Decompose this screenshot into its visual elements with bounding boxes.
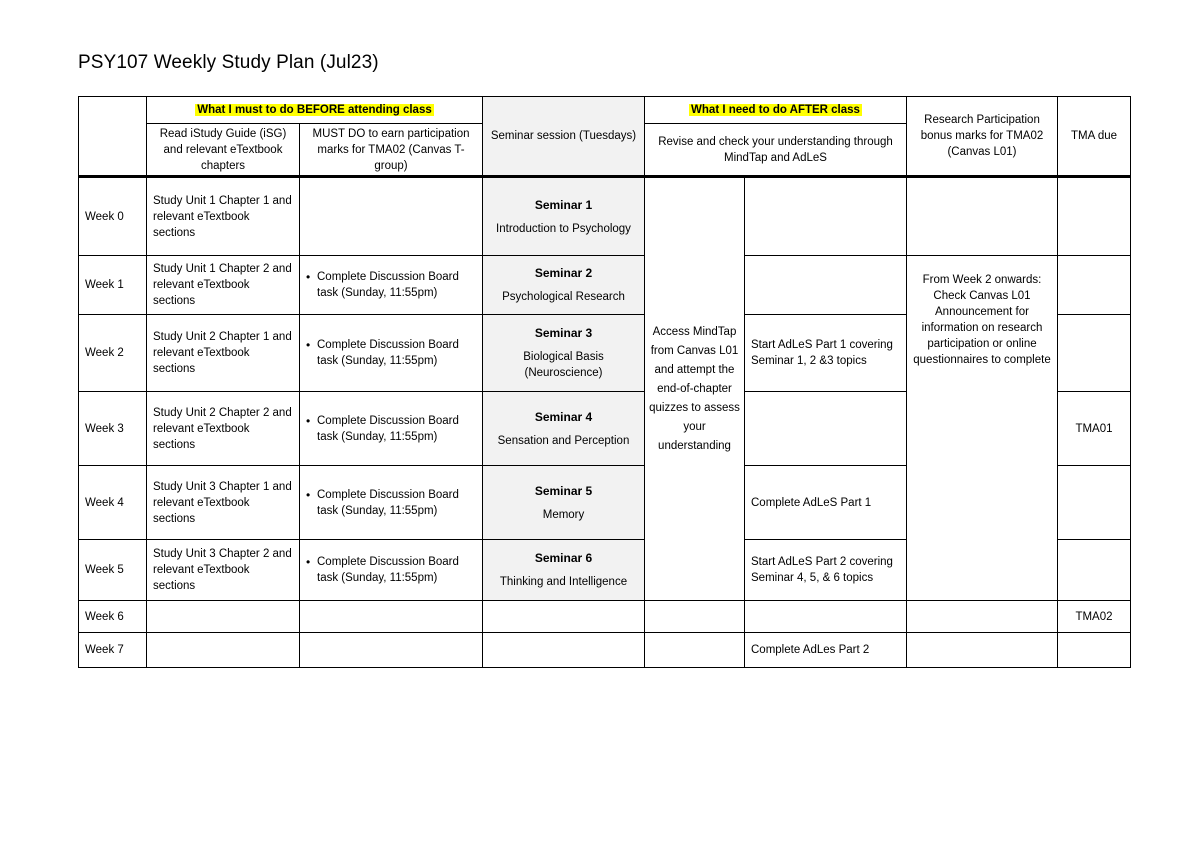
- tma-cell: TMA01: [1058, 392, 1131, 466]
- seminar-title: Seminar 4: [534, 409, 593, 424]
- seminar-cell: [483, 540, 645, 601]
- task-bullet: [306, 337, 476, 369]
- seminar-topic: Biological Basis (Neuroscience): [523, 351, 604, 379]
- task-cell: [300, 315, 483, 392]
- bullet-icon: •: [306, 413, 311, 428]
- research-cell: [907, 633, 1058, 668]
- tma-cell: [1058, 315, 1131, 392]
- reading-cell: Study Unit 1 Chapter 1 and relevant eTextbook sections: [147, 177, 300, 256]
- research-cell: [907, 601, 1058, 633]
- task-text: Complete Discussion Board task (Sunday, 11:55pm): [317, 488, 459, 517]
- research-note-cell: [907, 256, 1058, 601]
- tma-cell: [1058, 177, 1131, 256]
- adles-cell: Start AdLeS Part 2 covering Seminar 4, 5, & 6 topics: [745, 540, 907, 601]
- header-row-1: [79, 97, 1131, 124]
- week-label: Week 0: [79, 177, 147, 256]
- seminar-topic: Introduction to Psychology: [496, 222, 631, 235]
- adles-cell: [745, 601, 907, 633]
- bullet-icon: •: [306, 338, 311, 352]
- task-cell: [300, 177, 483, 256]
- reading-cell: Study Unit 2 Chapter 2 and relevant eTextbook sections: [147, 392, 300, 466]
- research-cell: [907, 177, 1058, 256]
- bullet-icon: •: [306, 555, 311, 569]
- adles-cell: Complete AdLeS Part 1: [745, 466, 907, 540]
- seminar-cell: [483, 392, 645, 466]
- task-cell: [300, 633, 483, 668]
- week-label: Week 5: [79, 540, 147, 601]
- task-text: Complete Discussion Board task (Sunday, 11:55pm): [317, 414, 459, 443]
- adles-cell: Complete AdLes Part 2: [745, 633, 907, 668]
- bullet-icon: •: [306, 270, 311, 284]
- header-tma-due: TMA due: [1058, 97, 1131, 177]
- header-seminar-session: Seminar session (Tuesdays): [483, 97, 645, 177]
- research-note: From Week 2 onwards: Check Canvas L01 Announcement for information on research participation or online questionnaires to complete: [913, 274, 1051, 366]
- tma-cell: [1058, 633, 1131, 668]
- tma-cell: [1058, 540, 1131, 601]
- adles-cell: [745, 177, 907, 256]
- seminar-cell: [483, 633, 645, 668]
- seminar-title: Seminar 2: [534, 266, 593, 280]
- seminar-cell: [483, 466, 645, 540]
- task-bullet: [306, 269, 476, 301]
- seminar-title: Seminar 1: [534, 197, 593, 212]
- task-bullet: [306, 413, 476, 445]
- tma-cell: [1058, 256, 1131, 315]
- table-row-week-0: [79, 177, 1131, 256]
- mindtap-cell: [645, 601, 745, 633]
- tma-cell: TMA02: [1058, 601, 1131, 633]
- task-cell: [300, 601, 483, 633]
- header-before-class: [147, 97, 483, 124]
- reading-cell: Study Unit 1 Chapter 2 and relevant eTextbook sections: [147, 256, 300, 315]
- seminar-topic: Psychological Research: [502, 291, 625, 303]
- before-class-label: What I must to do BEFORE attending class: [197, 104, 432, 116]
- after-class-label: What I need to do AFTER class: [691, 104, 860, 116]
- task-cell: [300, 540, 483, 601]
- table-row-week-1: [79, 256, 1131, 315]
- header-read-isg: Read iStudy Guide (iSG) and relevant eTextbook chapters: [147, 124, 300, 177]
- task-cell: [300, 392, 483, 466]
- reading-cell: [147, 633, 300, 668]
- task-bullet: [306, 554, 476, 586]
- seminar-cell: [483, 315, 645, 392]
- study-plan-table: [78, 96, 1131, 668]
- week-label: Week 6: [79, 601, 147, 633]
- mindtap-cell: [645, 633, 745, 668]
- header-must-do: MUST DO to earn participation marks for TMA02 (Canvas T-group): [300, 124, 483, 177]
- bullet-icon: •: [306, 487, 311, 502]
- task-bullet: [306, 487, 476, 519]
- adles-cell: Start AdLeS Part 1 covering Seminar 1, 2 &3 topics: [745, 315, 907, 392]
- tma-cell: [1058, 466, 1131, 540]
- task-cell: [300, 466, 483, 540]
- reading-cell: Study Unit 3 Chapter 2 and relevant eTextbook sections: [147, 540, 300, 601]
- seminar-title: Seminar 5: [534, 483, 593, 498]
- header-research-participation: Research Participation bonus marks for TMA02 (Canvas L01): [907, 97, 1058, 177]
- week-label: Week 2: [79, 315, 147, 392]
- seminar-cell: [483, 177, 645, 256]
- table-row-week-7: [79, 633, 1131, 668]
- week-label: Week 4: [79, 466, 147, 540]
- reading-cell: Study Unit 3 Chapter 1 and relevant eTextbook sections: [147, 466, 300, 540]
- adles-cell: [745, 256, 907, 315]
- task-cell: [300, 256, 483, 315]
- seminar-topic: Memory: [542, 508, 585, 521]
- mindtap-cell: Access MindTap from Canvas L01 and attempt the end-of-chapter quizzes to assess your understanding: [645, 177, 745, 601]
- week-label: Week 7: [79, 633, 147, 668]
- seminar-cell: [483, 601, 645, 633]
- seminar-topic: Sensation and Perception: [497, 434, 630, 447]
- week-label: Week 1: [79, 256, 147, 315]
- seminar-topic: Thinking and Intelligence: [499, 576, 628, 588]
- page-title: PSY107 Weekly Study Plan (Jul23): [78, 52, 379, 73]
- seminar-title: Seminar 3: [534, 326, 593, 340]
- task-text: Complete Discussion Board task (Sunday, 11:55pm): [317, 271, 459, 299]
- seminar-cell: [483, 256, 645, 315]
- task-text: Complete Discussion Board task (Sunday, 11:55pm): [317, 556, 459, 584]
- reading-cell: Study Unit 2 Chapter 1 and relevant eTextbook sections: [147, 315, 300, 392]
- header-blank-cell: [79, 97, 147, 177]
- reading-cell: [147, 601, 300, 633]
- week-label: Week 3: [79, 392, 147, 466]
- adles-cell: [745, 392, 907, 466]
- header-after-class: [645, 97, 907, 124]
- task-text: Complete Discussion Board task (Sunday, 11:55pm): [317, 339, 459, 367]
- seminar-title: Seminar 6: [534, 551, 593, 565]
- table-row-week-6: [79, 601, 1131, 633]
- header-revise: Revise and check your understanding through MindTap and AdLeS: [645, 124, 907, 177]
